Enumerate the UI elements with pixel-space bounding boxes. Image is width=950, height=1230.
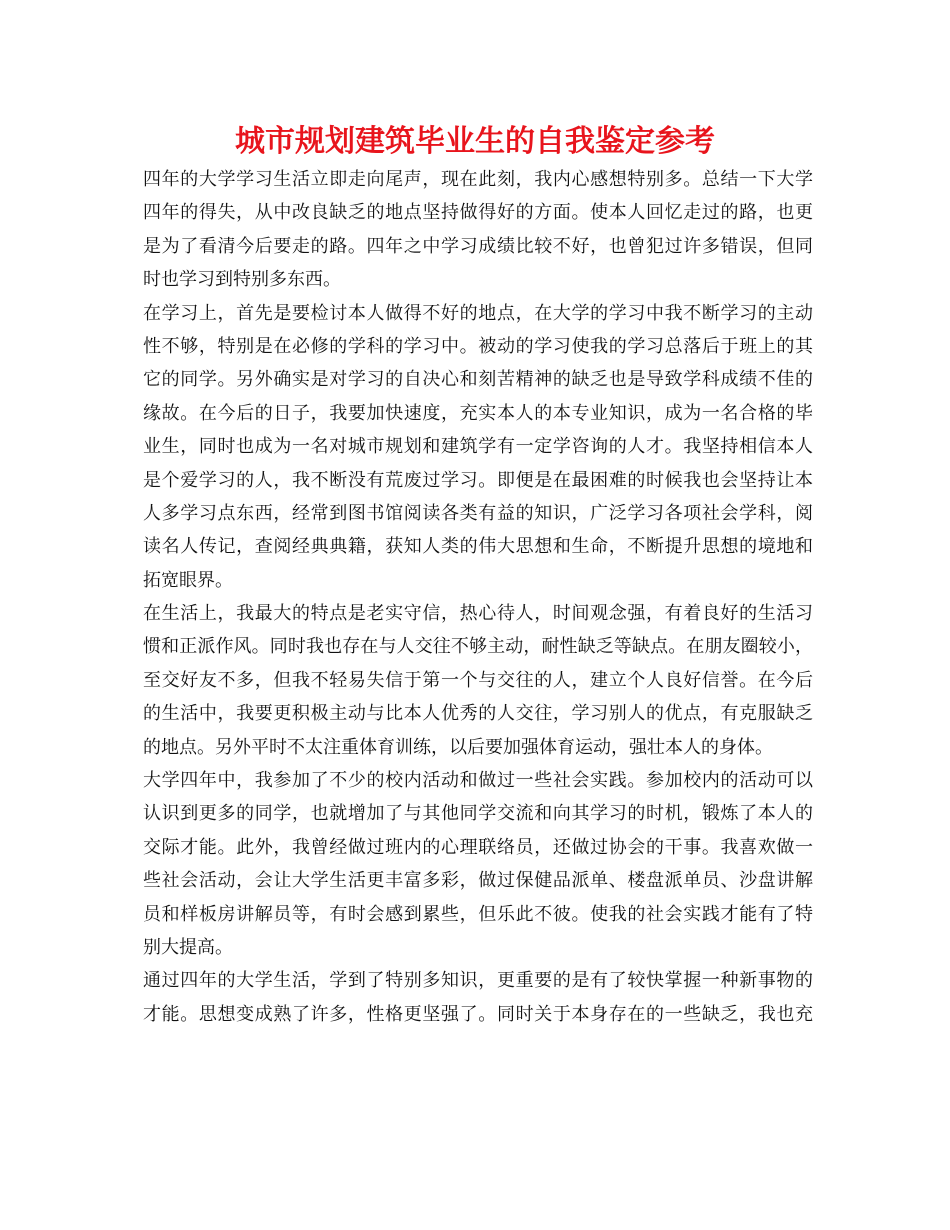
- text-line: 四年的得失，从中改良缺乏的地点坚持做得好的方面。使本人回忆走过的路，也更: [143, 202, 813, 224]
- text-line: 缘故。在今后的日子，我要加快速度，充实本人的本专业知识，成为一名合格的毕: [143, 402, 813, 424]
- text-line: 的地点。另外平时不太注重体育训练，以后要加强体育运动，强壮本人的身体。: [143, 736, 773, 758]
- text-line: 在生活上，我最大的特点是老实守信，热心待人，时间观念强，有着良好的生活习: [143, 603, 813, 625]
- text-line: 才能。思想变成熟了许多，性格更坚强了。同时关于本身存在的一些缺乏，我也充: [143, 1003, 813, 1025]
- document-body: [143, 163, 813, 1031]
- text-line: 的生活中，我要更积极主动与比本人优秀的人交往，学习别人的优点，有克服缺乏: [143, 703, 813, 725]
- text-line: 大学四年中，我参加了不少的校内活动和做过一些社会实践。参加校内的活动可以: [143, 770, 813, 792]
- paragraph-1: [143, 163, 813, 297]
- text-line: 些社会活动，会让大学生活更丰富多彩，做过保健品派单、楼盘派单员、沙盘讲解: [143, 870, 813, 892]
- text-line: 时也学习到特别多东西。: [143, 269, 341, 291]
- text-line: 读名人传记，查阅经典典籍，获知人类的伟大思想和生命，不断提升思想的境地和: [143, 536, 813, 558]
- text-line: 是个爱学习的人，我不断没有荒废过学习。即便是在最困难的时候我也会坚持让本: [143, 469, 813, 491]
- text-line: 交际才能。此外，我曾经做过班内的心理联络员，还做过协会的干事。我喜欢做一: [143, 836, 813, 858]
- text-line: 性不够，特别是在必修的学科的学习中。被动的学习使我的学习总落后于班上的其: [143, 335, 813, 357]
- paragraph-4: [143, 764, 813, 964]
- text-line: 在学习上，首先是要检讨本人做得不好的地点，在大学的学习中我不断学习的主动: [143, 302, 813, 324]
- document-title: 城市规划建筑毕业生的自我鉴定参考: [235, 124, 715, 159]
- paragraph-5: [143, 964, 813, 1031]
- paragraph-3: [143, 597, 813, 764]
- text-line: 四年的大学学习生活立即走向尾声，现在此刻，我内心感想特别多。总结一下大学: [143, 169, 813, 190]
- text-line: 人多学习点东西，经常到图书馆阅读各类有益的知识，广泛学习各项社会学科，阅: [143, 502, 813, 524]
- text-line: 通过四年的大学生活，学到了特别多知识，更重要的是有了较快掌握一种新事物的: [143, 970, 813, 992]
- text-line: 至交好友不多，但我不轻易失信于第一个与交往的人，建立个人良好信誉。在今后: [143, 669, 813, 691]
- text-line: 别大提高。: [143, 936, 233, 958]
- text-line: 拓宽眼界。: [143, 569, 233, 591]
- text-line: 业生，同时也成为一名对城市规划和建筑学有一定学咨询的人才。我坚持相信本人: [143, 436, 813, 458]
- text-line: 惯和正派作风。同时我也存在与人交往不够主动，耐性缺乏等缺点。在朋友圈较小，: [143, 636, 813, 658]
- paragraph-2: [143, 297, 813, 598]
- text-line: 是为了看清今后要走的路。四年之中学习成绩比较不好，也曾犯过许多错误，但同: [143, 235, 813, 257]
- text-line: 它的同学。另外确实是对学习的自决心和刻苦精神的缺乏也是导致学科成绩不佳的: [143, 369, 813, 391]
- text-line: 认识到更多的同学，也就增加了与其他同学交流和向其学习的时机，锻炼了本人的: [143, 803, 813, 825]
- text-line: 员和样板房讲解员等，有时会感到累些，但乐此不彼。使我的社会实践才能有了特: [143, 903, 813, 925]
